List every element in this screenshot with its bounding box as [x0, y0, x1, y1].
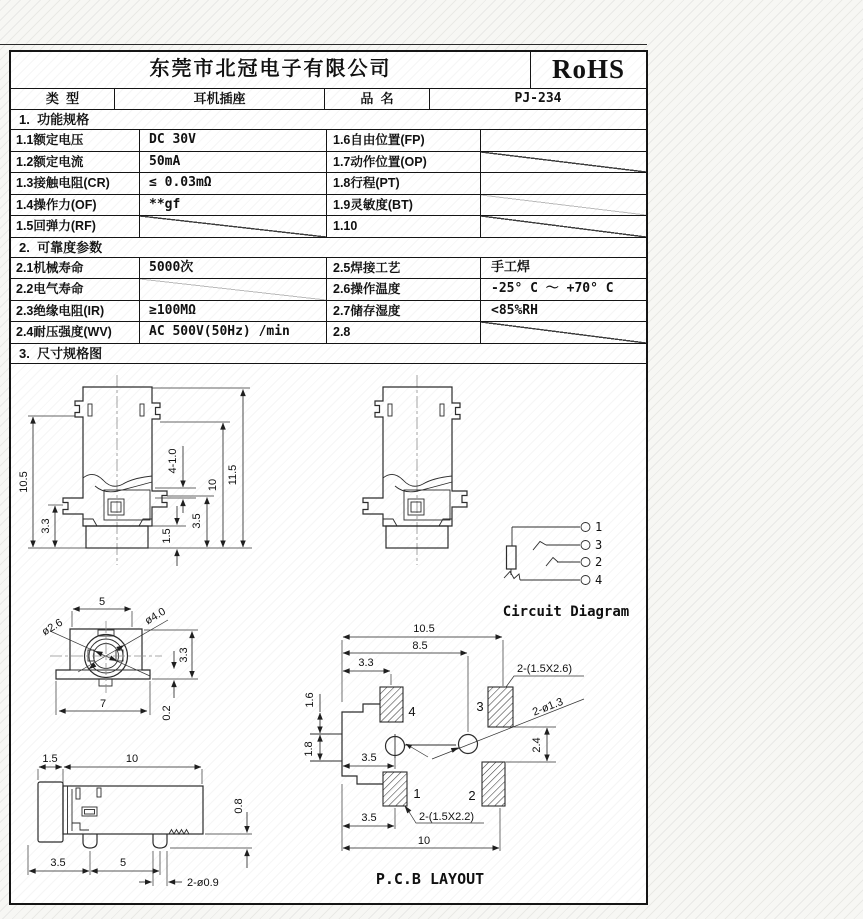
dim-8-5-pcb: 8.5 — [412, 639, 428, 652]
dim-4-1-0: 4-1.0 — [167, 448, 179, 474]
spec-value: 手工焊 — [491, 259, 531, 275]
spec-label: 1.5回弹力(RF) — [11, 216, 140, 237]
spec-label: 2.3绝缘电阻(IR) — [11, 301, 140, 322]
spec-value-na — [481, 195, 646, 216]
spec-row — [11, 152, 646, 174]
terminal-1-label: 1 — [595, 519, 603, 534]
dim-11-5: 11.5 — [227, 464, 239, 486]
spec-value: **gf — [140, 195, 327, 216]
spec-row — [11, 279, 646, 301]
pad-4 — [380, 687, 403, 722]
dim-2-dia-0-9: 2-ø0.9 — [187, 876, 219, 889]
spec-value: -25° C ～ +70° C — [491, 281, 614, 297]
pad-top-size-label: 2-(1.5X2.6) — [517, 662, 573, 675]
dim-2-dia-1-3: 2-ø1.3 — [530, 695, 565, 719]
terminal-3-label: 3 — [595, 537, 603, 552]
dim-3-5-side: 3.5 — [50, 856, 66, 869]
section3-title: 3. 尺寸规格图 — [11, 344, 646, 364]
spec-label: 2.7储存湿度 — [327, 301, 481, 322]
circuit-diagram — [503, 520, 629, 620]
rohs-mark: RoHS — [551, 54, 626, 84]
circuit-diagram-caption: Circuit Diagram — [502, 603, 630, 620]
part-name-label: 品 名 — [325, 89, 430, 109]
spec-value: 5000次 — [140, 258, 327, 279]
pad-1-label: 1 — [413, 785, 421, 801]
dim-3-5b-pcb: 3.5 — [361, 811, 377, 824]
dim-0-2: 0.2 — [161, 705, 173, 721]
spec-row — [11, 322, 646, 344]
spec-value-na — [481, 216, 646, 237]
pad-2-label: 2 — [468, 787, 476, 803]
dim-10-5: 10.5 — [18, 471, 30, 493]
dim-7: 7 — [99, 697, 107, 710]
spec-label: 1.9灵敏度(BT) — [327, 195, 481, 216]
pad-2 — [482, 762, 505, 806]
dim-10-side: 10 — [125, 752, 139, 765]
section2-title: 2. 可靠度参数 — [11, 238, 646, 258]
dim-3-3-face: 3.3 — [178, 647, 190, 663]
spec-value — [481, 130, 646, 151]
dim-dia-2-6: ø2.6 — [39, 616, 65, 639]
spec-value: 50mA — [140, 152, 327, 173]
dim-5: 5 — [98, 595, 106, 608]
pad-3 — [488, 687, 513, 727]
type-value: 耳机插座 — [115, 89, 325, 109]
type-row — [11, 89, 646, 110]
title-block — [11, 52, 646, 89]
terminal-2-label: 2 — [595, 554, 603, 569]
dim-10-5-pcb: 10.5 — [413, 622, 435, 635]
spec-row — [11, 173, 646, 195]
spec-label: 2.1机械寿命 — [11, 258, 140, 279]
section1-title: 1. 功能规格 — [11, 110, 646, 130]
spec-label: 2.4耐压强度(WV) — [11, 322, 140, 343]
dim-1-5: 1.5 — [161, 528, 173, 544]
company-name: 东莞市北冠电子有限公司 — [11, 52, 531, 88]
spec-label: 1.4操作力(OF) — [11, 195, 140, 216]
datasheet-frame — [9, 50, 648, 905]
dimension-drawings-svg — [11, 364, 642, 901]
dim-3-5: 3.5 — [191, 513, 203, 529]
dim-3-5a-pcb: 3.5 — [361, 751, 377, 764]
spec-row — [11, 130, 646, 152]
spec-value: ≥100MΩ — [140, 301, 327, 322]
spec-value-na — [481, 322, 646, 343]
part-number: PJ-234 — [514, 91, 562, 106]
dim-3-3-pcb: 3.3 — [358, 656, 374, 669]
spec-label: 1.1额定电压 — [11, 130, 140, 151]
type-label: 类 型 — [11, 89, 115, 109]
spec-label: 2.5焊接工艺 — [327, 258, 481, 279]
dim-0-8: 0.8 — [233, 798, 245, 814]
spec-label: 1.7动作位置(OP) — [327, 152, 481, 173]
spec-label: 1.10 — [327, 216, 481, 237]
jack-face-view — [40, 596, 198, 721]
spec-row — [11, 301, 646, 323]
spec-value-na — [140, 279, 327, 300]
pad-bottom-size-label: 2-(1.5X2.2) — [419, 810, 475, 823]
front-view-dimensions — [18, 388, 252, 566]
dim-1-8: 1.8 — [303, 741, 315, 757]
spec-row — [11, 216, 646, 238]
spec-row — [11, 258, 646, 280]
spec-value-na — [481, 152, 646, 173]
terminal-4-label: 4 — [595, 572, 603, 587]
dim-10: 10 — [207, 478, 219, 492]
pcb-layout — [303, 623, 584, 888]
spec-label: 2.8 — [327, 322, 481, 343]
page-top-rule — [0, 44, 647, 45]
mount-hole-right — [459, 734, 478, 753]
dim-3-3: 3.3 — [40, 518, 52, 534]
pad-3-label: 3 — [476, 698, 484, 714]
spec-value — [481, 173, 646, 194]
spec-label: 1.6自由位置(FP) — [327, 130, 481, 151]
spec-value-na — [140, 216, 327, 237]
spec-value: DC 30V — [140, 130, 327, 151]
spec-row — [11, 195, 646, 217]
pad-1 — [383, 772, 407, 806]
spec-label: 1.3接触电阻(CR) — [11, 173, 140, 194]
dim-5-side: 5 — [119, 856, 127, 869]
spec-value: <85%RH — [491, 302, 538, 318]
dim-10-pcb: 10 — [417, 834, 431, 847]
spec-value: AC 500V(50Hz) /min — [140, 322, 327, 343]
spec-label: 1.2额定电流 — [11, 152, 140, 173]
spec-value: ≤ 0.03mΩ — [140, 173, 327, 194]
pad-4-label: 4 — [408, 703, 416, 719]
dim-dia-4-0: ø4.0 — [142, 605, 168, 628]
jack-side-view — [28, 753, 252, 889]
spec-label: 2.6操作温度 — [327, 279, 481, 300]
dim-2-4: 2.4 — [531, 737, 543, 753]
spec-label: 1.8行程(PT) — [327, 173, 481, 194]
pcb-layout-caption: P.C.B LAYOUT — [375, 869, 485, 888]
dim-1-5-side: 1.5 — [42, 752, 58, 765]
dim-1-6: 1.6 — [304, 692, 316, 708]
spec-label: 2.2电气寿命 — [11, 279, 140, 300]
dimension-drawings — [11, 364, 646, 901]
